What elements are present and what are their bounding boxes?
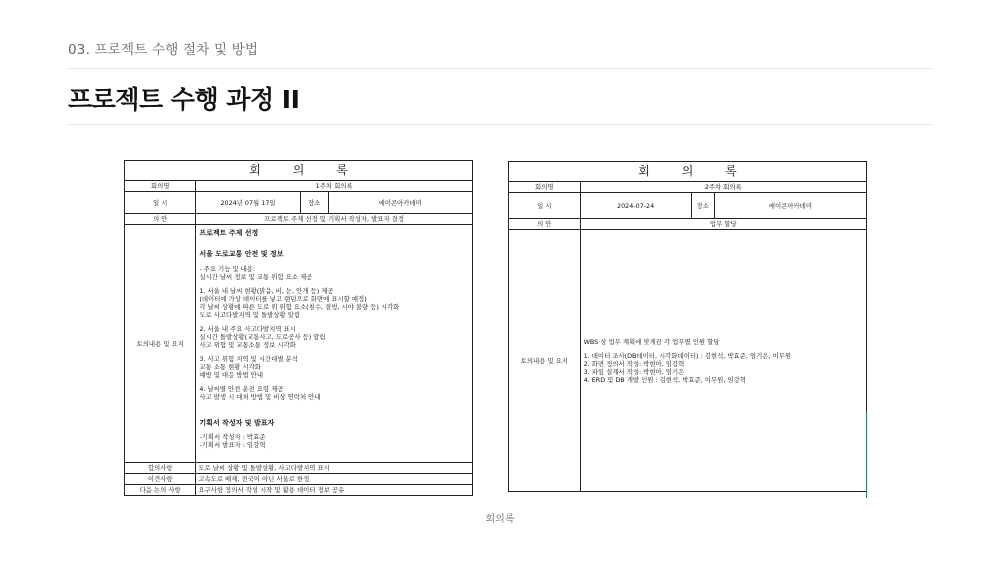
- discussion-line: -기획서 발표자 : 임강혁: [199, 441, 266, 450]
- place-label: 장소: [691, 193, 714, 219]
- discussion-line: -기획서 작성자 : 박효준: [199, 433, 266, 442]
- title-divider: [68, 124, 933, 125]
- discussion-label: 토의내용 및 요지: [509, 230, 581, 492]
- agenda-value: 업무 할당: [580, 219, 866, 230]
- discussion-line: 실시간 돌발상황(교통사고, 도로공사 등) 알림: [199, 332, 326, 341]
- discussion-heading: 프로젝트 주제 선정: [199, 229, 259, 237]
- agreement-value: 도로 날씨 상황 및 돌발상황, 사고다발지역 표시: [196, 463, 473, 474]
- place-value: 에이콘아카데미: [328, 192, 472, 214]
- discussion-line: 각 날씨 상황에 따른 도로 위 위험 요소(침수, 결빙, 시야 불량 등) 시각화: [199, 302, 400, 311]
- agenda-value: 프로젝트 주제 선정 및 기획서 작성자, 발표자 결정: [196, 214, 473, 225]
- discussion-line: 1. 데이터 조사(DB데이터, 시각화데이터) : 김현석, 박효준, 엄기은, 이무원: [583, 351, 792, 360]
- discussion-line: 도로 사고다발지역 및 돌발상황 알림: [199, 310, 301, 319]
- next-topic-label: 다음 논의 사항: [125, 485, 196, 496]
- discussion-body: [580, 230, 866, 492]
- meeting-name-label: 회의명: [509, 182, 581, 193]
- agenda-label: 의 안: [125, 214, 196, 225]
- discussion-line: 예방 및 대응 방법 안내: [199, 370, 264, 379]
- objection-value: 고속도로 배제, 전국이 아닌 서울로 한정: [196, 474, 473, 485]
- section-label: 03. 프로젝트 수행 절차 및 방법: [68, 42, 259, 58]
- date-value: 2024년 07월 17일: [196, 192, 300, 214]
- meeting-name-label: 회의명: [125, 181, 196, 192]
- place-label: 장소: [300, 192, 328, 214]
- date-label: 일 시: [509, 193, 581, 219]
- discussion-line: 2. 서울 내 주요 사고다발지역 표시: [199, 324, 296, 333]
- discussion-line: (데이터에 가상 데이터를 넣고 랜덤으로 화면에 표시할 예정): [199, 294, 367, 303]
- discussion-body: [196, 225, 473, 463]
- next-topic-value: 요구사항 정의서 작성 시작 및 활용 데이터 정보 공유: [196, 485, 473, 496]
- discussion-line: 실시간 날씨 정보 및 교통 위험 요소 제공: [199, 272, 313, 281]
- agreement-label: 합의사항: [125, 463, 196, 474]
- discussion-line: WBS 상 업무 계획에 맞게끔 각 업무별 인원 할당: [583, 337, 720, 346]
- doc-title: 회 의 록: [125, 161, 473, 181]
- blank-line: [199, 407, 469, 419]
- discussion-heading: 서울 도로교통 안전 및 정보: [199, 249, 284, 258]
- agenda-label: 의 안: [509, 219, 581, 230]
- doc-title: 회 의 록: [509, 162, 867, 182]
- discussion-line: - 주요 기능 및 내용:: [199, 264, 256, 273]
- document-edge-line: [866, 412, 867, 498]
- discussion-line: 4. 날씨별 안전 운전 요령 제공: [199, 384, 284, 393]
- discussion-line: 교통 소통 현황 시각화: [199, 362, 261, 371]
- figure-caption: 회의록: [485, 514, 515, 525]
- header-divider: [68, 68, 933, 69]
- discussion-line: 1. 서울 내 날씨 현황(맑음, 비, 눈, 안개 등) 제공: [199, 286, 334, 295]
- objection-label: 이견사항: [125, 474, 196, 485]
- discussion-line: 사고 발생 시 대처 방법 및 비상 연락처 안내: [199, 392, 321, 401]
- discussion-line: 2. 화면 정의서 작성: 박현아, 임강혁: [583, 359, 685, 368]
- discussion-line: 3. 사고 위험 지역 및 시간대별 분석: [199, 354, 298, 363]
- discussion-line: 3. 파일 설계서 작성: 박현아, 엄기은: [583, 367, 685, 376]
- date-value: 2024-07-24: [580, 193, 691, 219]
- discussion-label: 토의내용 및 요지: [125, 225, 196, 463]
- place-value: 에이콘아카데미: [714, 193, 866, 219]
- blank-line: [199, 238, 469, 250]
- meeting-minutes-week2: [508, 161, 867, 499]
- discussion-line: 사고 위험 및 교통소통 정보 시각화: [199, 340, 296, 349]
- meeting-name-value: 2주차 회의록: [580, 182, 866, 193]
- meeting-minutes-week1: [124, 160, 473, 499]
- discussion-line: 4. ERD 및 DB 개발 인원 : 김현석, 박효준, 이무원, 임강혁: [583, 375, 746, 384]
- date-label: 일 시: [125, 192, 196, 214]
- discussion-heading: 기획서 작성자 및 발표자: [199, 418, 275, 427]
- meeting-name-value: 1주차 회의록: [196, 181, 473, 192]
- page-title: 프로젝트 수행 과정 II: [68, 85, 300, 114]
